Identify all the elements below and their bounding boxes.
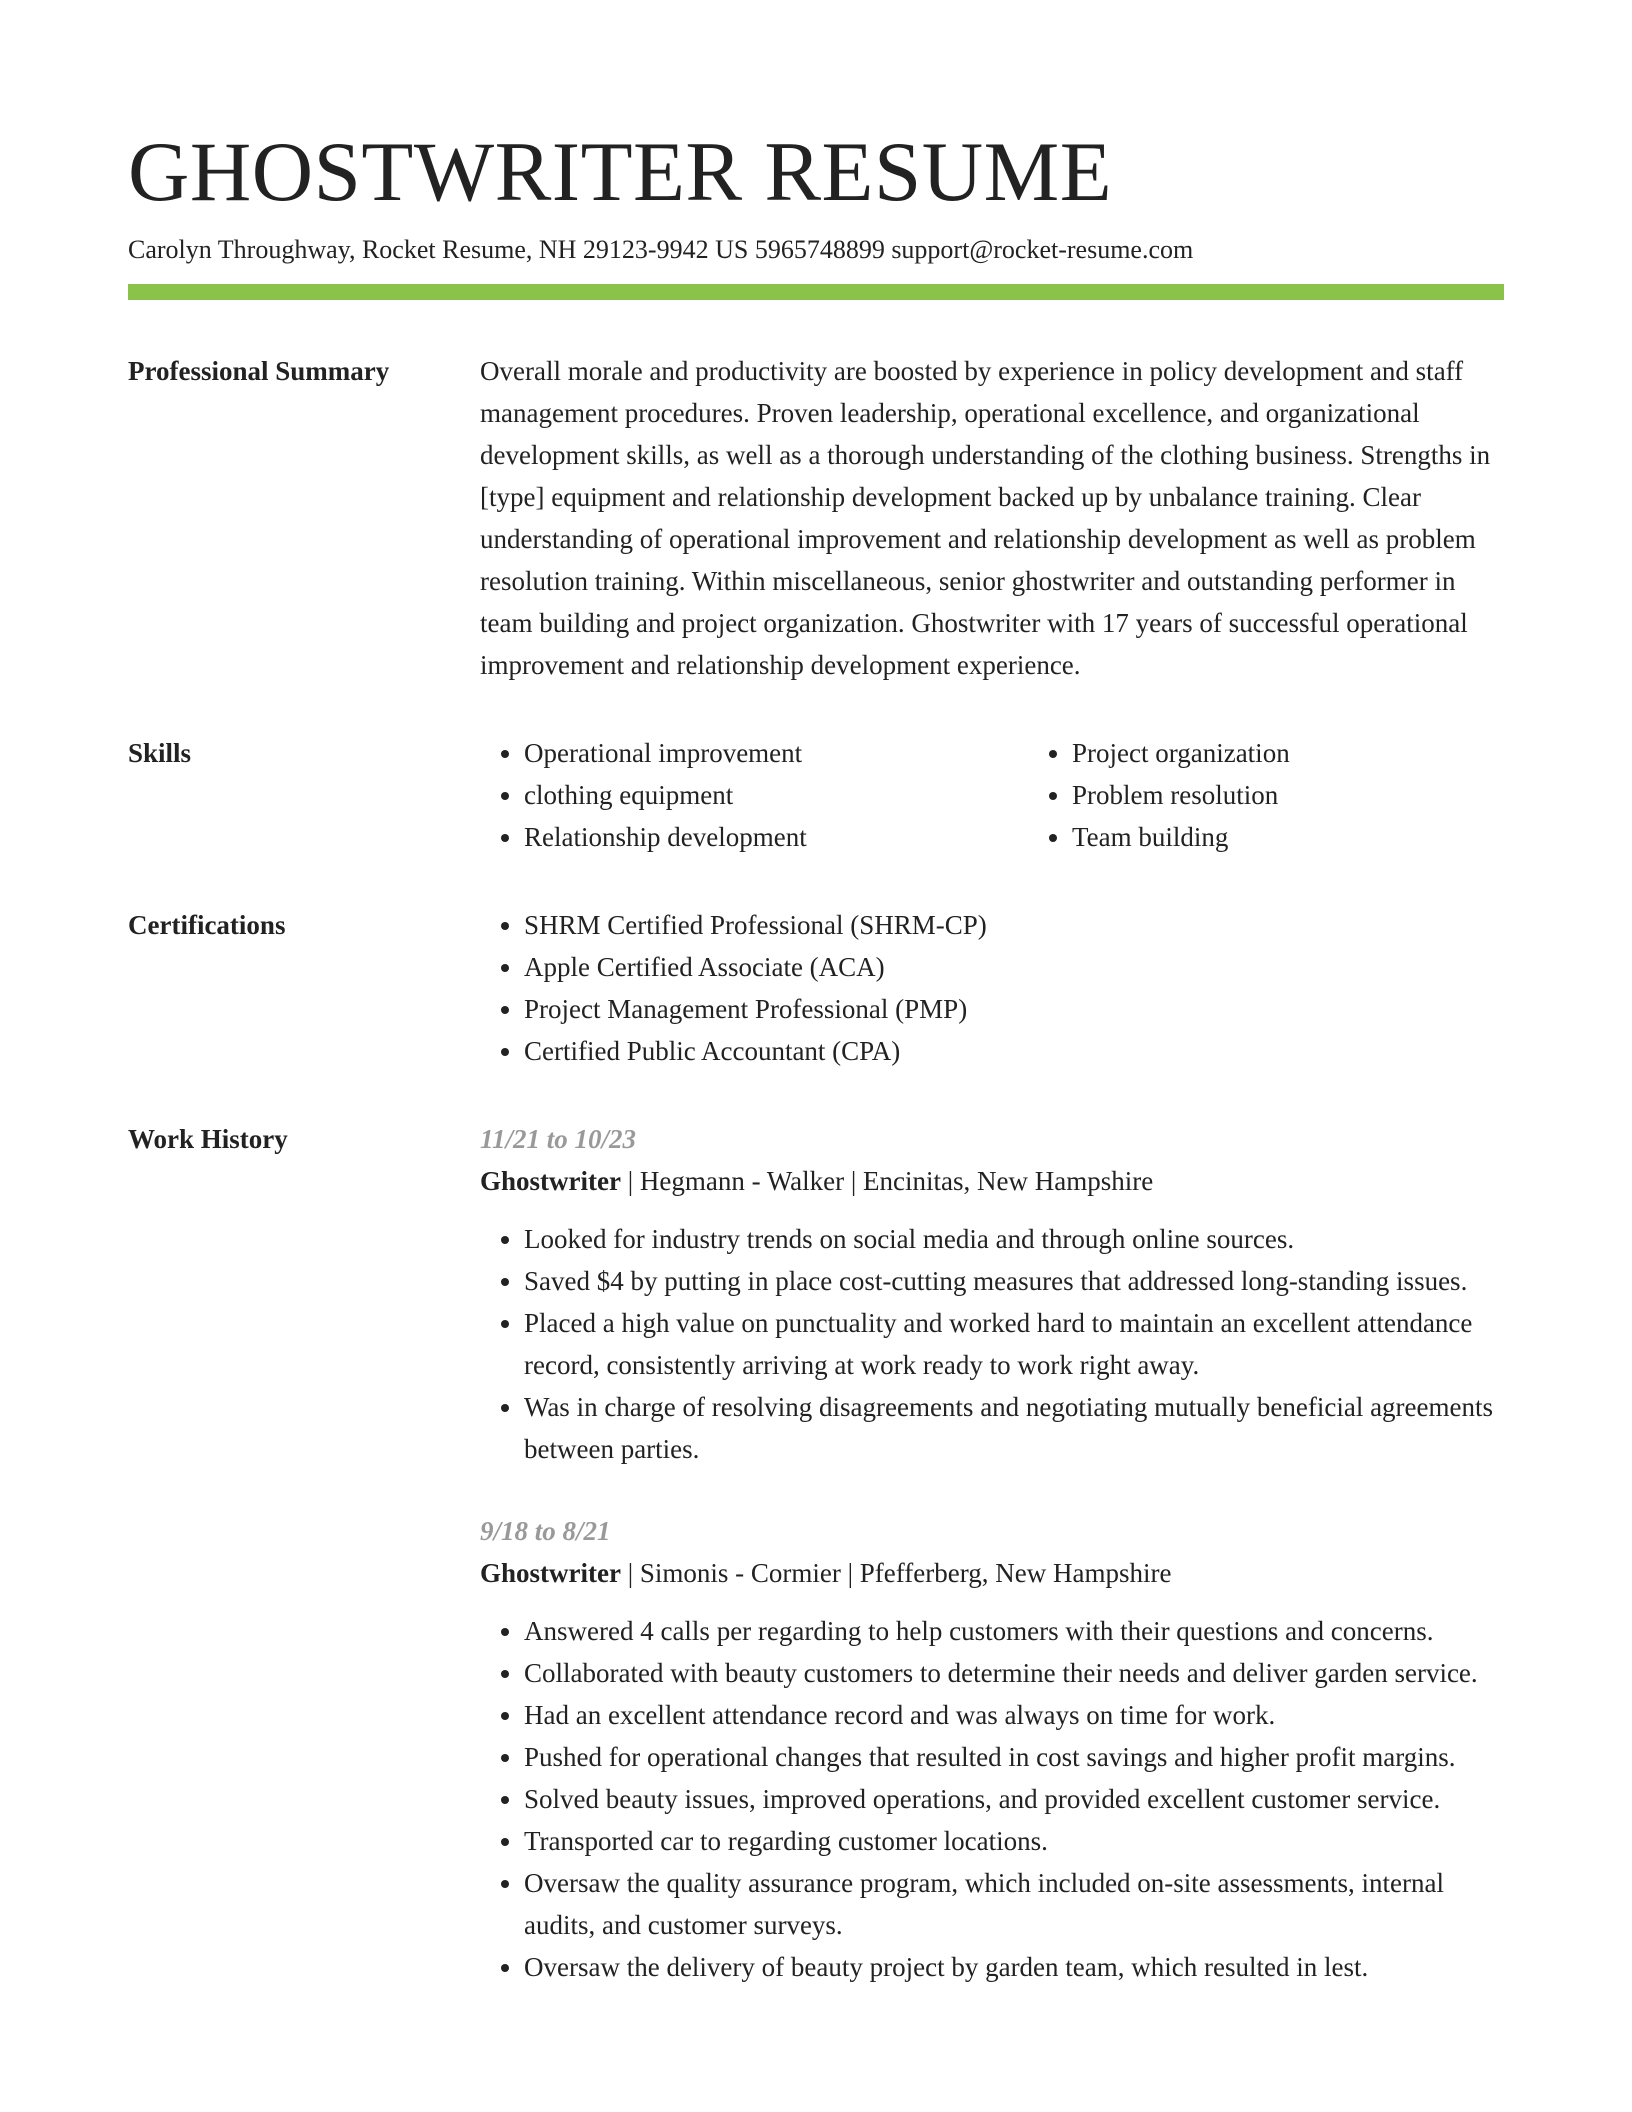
summary-text: Overall morale and productivity are boosted by experience in policy development and staff management procedures. Proven leadership, operational excellence, and organizational development skills, as well as a thorough understanding of the clothing business. Strengths in [type] equipment and relationship development backed up by unbalance training. Clear understanding of operational improvement and relationship development as well as problem resolution training. Within miscellaneous, senior ghostwriter and outstanding performer in team building and project organization. Ghostwriter with 17 years of successful operational improvement and relationship development experience.	[480, 356, 1491, 680]
job-title: Ghostwriter	[480, 1166, 621, 1196]
skill-item: • Project organization	[1072, 732, 1576, 774]
job-bullet: • Oversaw the delivery of beauty project by garden team, which resulted in lest.	[524, 1946, 1504, 1988]
contact-line: Carolyn Throughway, Rocket Resume, NH 29123-9942 US 5965748899 support@rocket-resume.com	[128, 235, 1194, 264]
job-bullet: • Placed a high value on punctuality and worked hard to maintain an excellent attendance record, consistently arriving at work ready to work right away.	[524, 1302, 1504, 1386]
job-bullet: • Transported car to regarding customer locations.	[524, 1820, 1504, 1862]
job-bullet: • Had an excellent attendance record and was always on time for work.	[524, 1694, 1504, 1736]
section-label-summary: Professional Summary	[128, 356, 390, 386]
skill-item: • Problem resolution	[1072, 774, 1576, 816]
section-label-certifications: Certifications	[128, 910, 286, 940]
skills-list-left	[480, 732, 1028, 858]
job-dates: 11/21 to 10/23	[480, 1124, 637, 1154]
work-history-section	[128, 1118, 1504, 1988]
section-label-skills: Skills	[128, 738, 192, 768]
resume-page	[128, 122, 1504, 1988]
skill-item: • Team building	[1072, 816, 1576, 858]
skill-item: • clothing equipment	[524, 774, 1028, 816]
summary-section	[128, 350, 1504, 686]
job-bullet: • Collaborated with beauty customers to determine their needs and deliver garden service.	[524, 1652, 1504, 1694]
job-entry	[480, 1510, 1504, 1988]
job-title: Ghostwriter	[480, 1558, 621, 1588]
job-bullet: • Was in charge of resolving disagreements and negotiating mutually beneficial agreements between parties.	[524, 1386, 1504, 1470]
job-bullet: • Pushed for operational changes that resulted in cost savings and higher profit margins.	[524, 1736, 1504, 1778]
skill-item: • Relationship development	[524, 816, 1028, 858]
job-entry	[480, 1118, 1504, 1470]
section-label-work-history: Work History	[128, 1124, 288, 1154]
job-bullet: • Solved beauty issues, improved operations, and provided excellent customer service.	[524, 1778, 1504, 1820]
job-bullet: • Looked for industry trends on social media and through online sources.	[524, 1218, 1504, 1260]
certification-item: • Apple Certified Associate (ACA)	[524, 946, 1504, 988]
job-bullets	[480, 1218, 1504, 1470]
skills-list-right	[1028, 732, 1576, 858]
certification-item: • Certified Public Accountant (CPA)	[524, 1030, 1504, 1072]
resume-title: GHOSTWRITER RESUME	[128, 125, 1113, 219]
job-line	[480, 1160, 1504, 1202]
job-bullets	[480, 1610, 1504, 1988]
certification-item: • SHRM Certified Professional (SHRM-CP)	[524, 904, 1504, 946]
job-details: | Hegmann - Walker | Encinitas, New Hampshire	[620, 1166, 1154, 1196]
skill-item: • Operational improvement	[524, 732, 1028, 774]
job-dates: 9/18 to 8/21	[480, 1516, 611, 1546]
job-line	[480, 1552, 1504, 1594]
certifications-list	[480, 904, 1504, 1072]
job-details: | Simonis - Cormier | Pfefferberg, New Hampshire	[620, 1558, 1172, 1588]
job-bullet: • Saved $4 by putting in place cost-cutting measures that addressed long-standing issues.	[524, 1260, 1504, 1302]
skills-section	[128, 732, 1504, 858]
job-bullet: • Answered 4 calls per regarding to help customers with their questions and concerns.	[524, 1610, 1504, 1652]
certification-item: • Project Management Professional (PMP)	[524, 988, 1504, 1030]
header-divider	[128, 284, 1504, 300]
job-bullet: • Oversaw the quality assurance program, which included on-site assessments, internal audits, and customer surveys.	[524, 1862, 1504, 1946]
certifications-section	[128, 904, 1504, 1072]
